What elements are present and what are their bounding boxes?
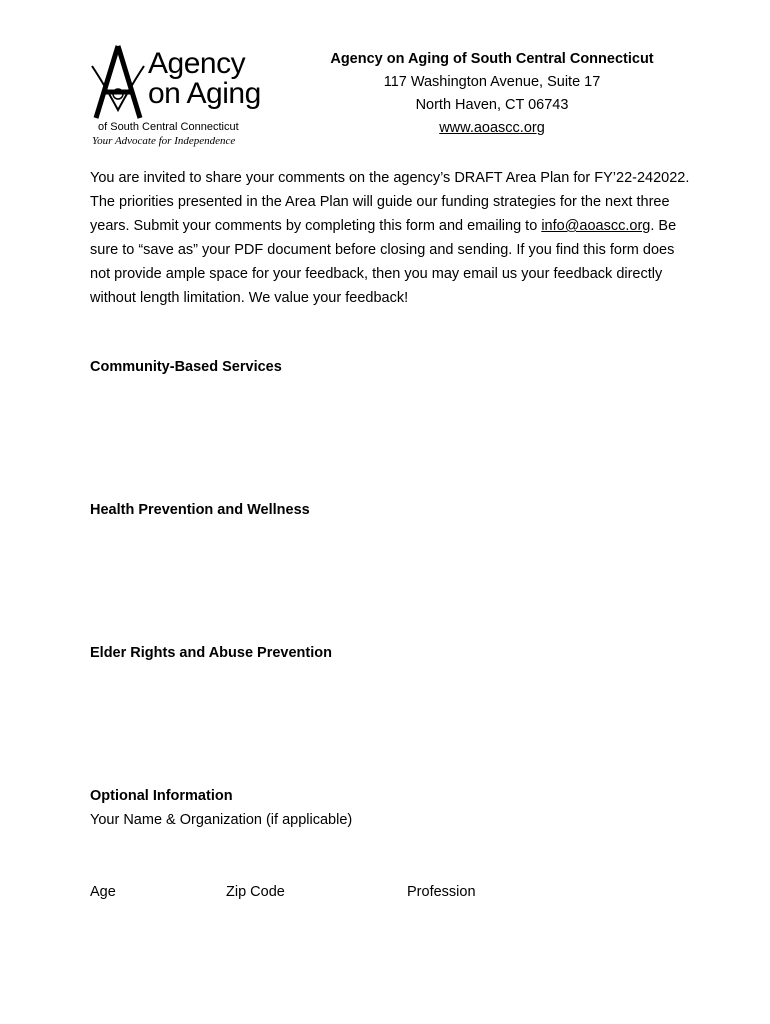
- website-link[interactable]: www.aoascc.org: [439, 120, 545, 136]
- name-organization-label: Your Name & Organization (if applicable): [90, 812, 353, 828]
- logo-text-agency: Agency: [148, 47, 246, 80]
- intro-text-end: . Be sure to “save as” your PDF document before closing and sending. If you find this form does not provide ample space for your feedback, then you may email us your feedback directly without length limitation. We value your feedback!: [90, 218, 677, 306]
- address-line-1: 117 Washington Avenue, Suite 17: [383, 74, 601, 90]
- email-link[interactable]: info@aoascc.org: [541, 218, 651, 234]
- logo-tagline: Your Advocate for Independence: [92, 135, 236, 147]
- organization-address: [322, 48, 662, 140]
- zip-code-label: Zip Code: [226, 884, 285, 900]
- address-line-2: North Haven, CT 06743: [415, 97, 569, 113]
- agency-logo: [88, 42, 288, 152]
- age-label: Age: [90, 884, 116, 900]
- heading-optional-information: Optional Information: [90, 788, 233, 804]
- intro-paragraph: [90, 166, 690, 310]
- heading-health-prevention: Health Prevention and Wellness: [90, 502, 310, 518]
- logo-figure-icon: [88, 42, 148, 122]
- heading-community-based-services: Community-Based Services: [90, 359, 282, 375]
- intro-text-start: You are invited to share your comments on the agency’s DRAFT Area Plan for FY’22-242022. The priorities presented in the Area Plan will guide our funding strategies for the next three years. Submit your comments by completing this form and emailing to: [90, 170, 690, 234]
- logo-text-on-aging: on Aging: [148, 77, 261, 110]
- organization-name: Agency on Aging of South Central Connecticut: [330, 51, 654, 67]
- profession-label: Profession: [407, 884, 476, 900]
- logo-subtitle: of South Central Connecticut: [98, 121, 239, 133]
- heading-elder-rights: Elder Rights and Abuse Prevention: [90, 645, 332, 661]
